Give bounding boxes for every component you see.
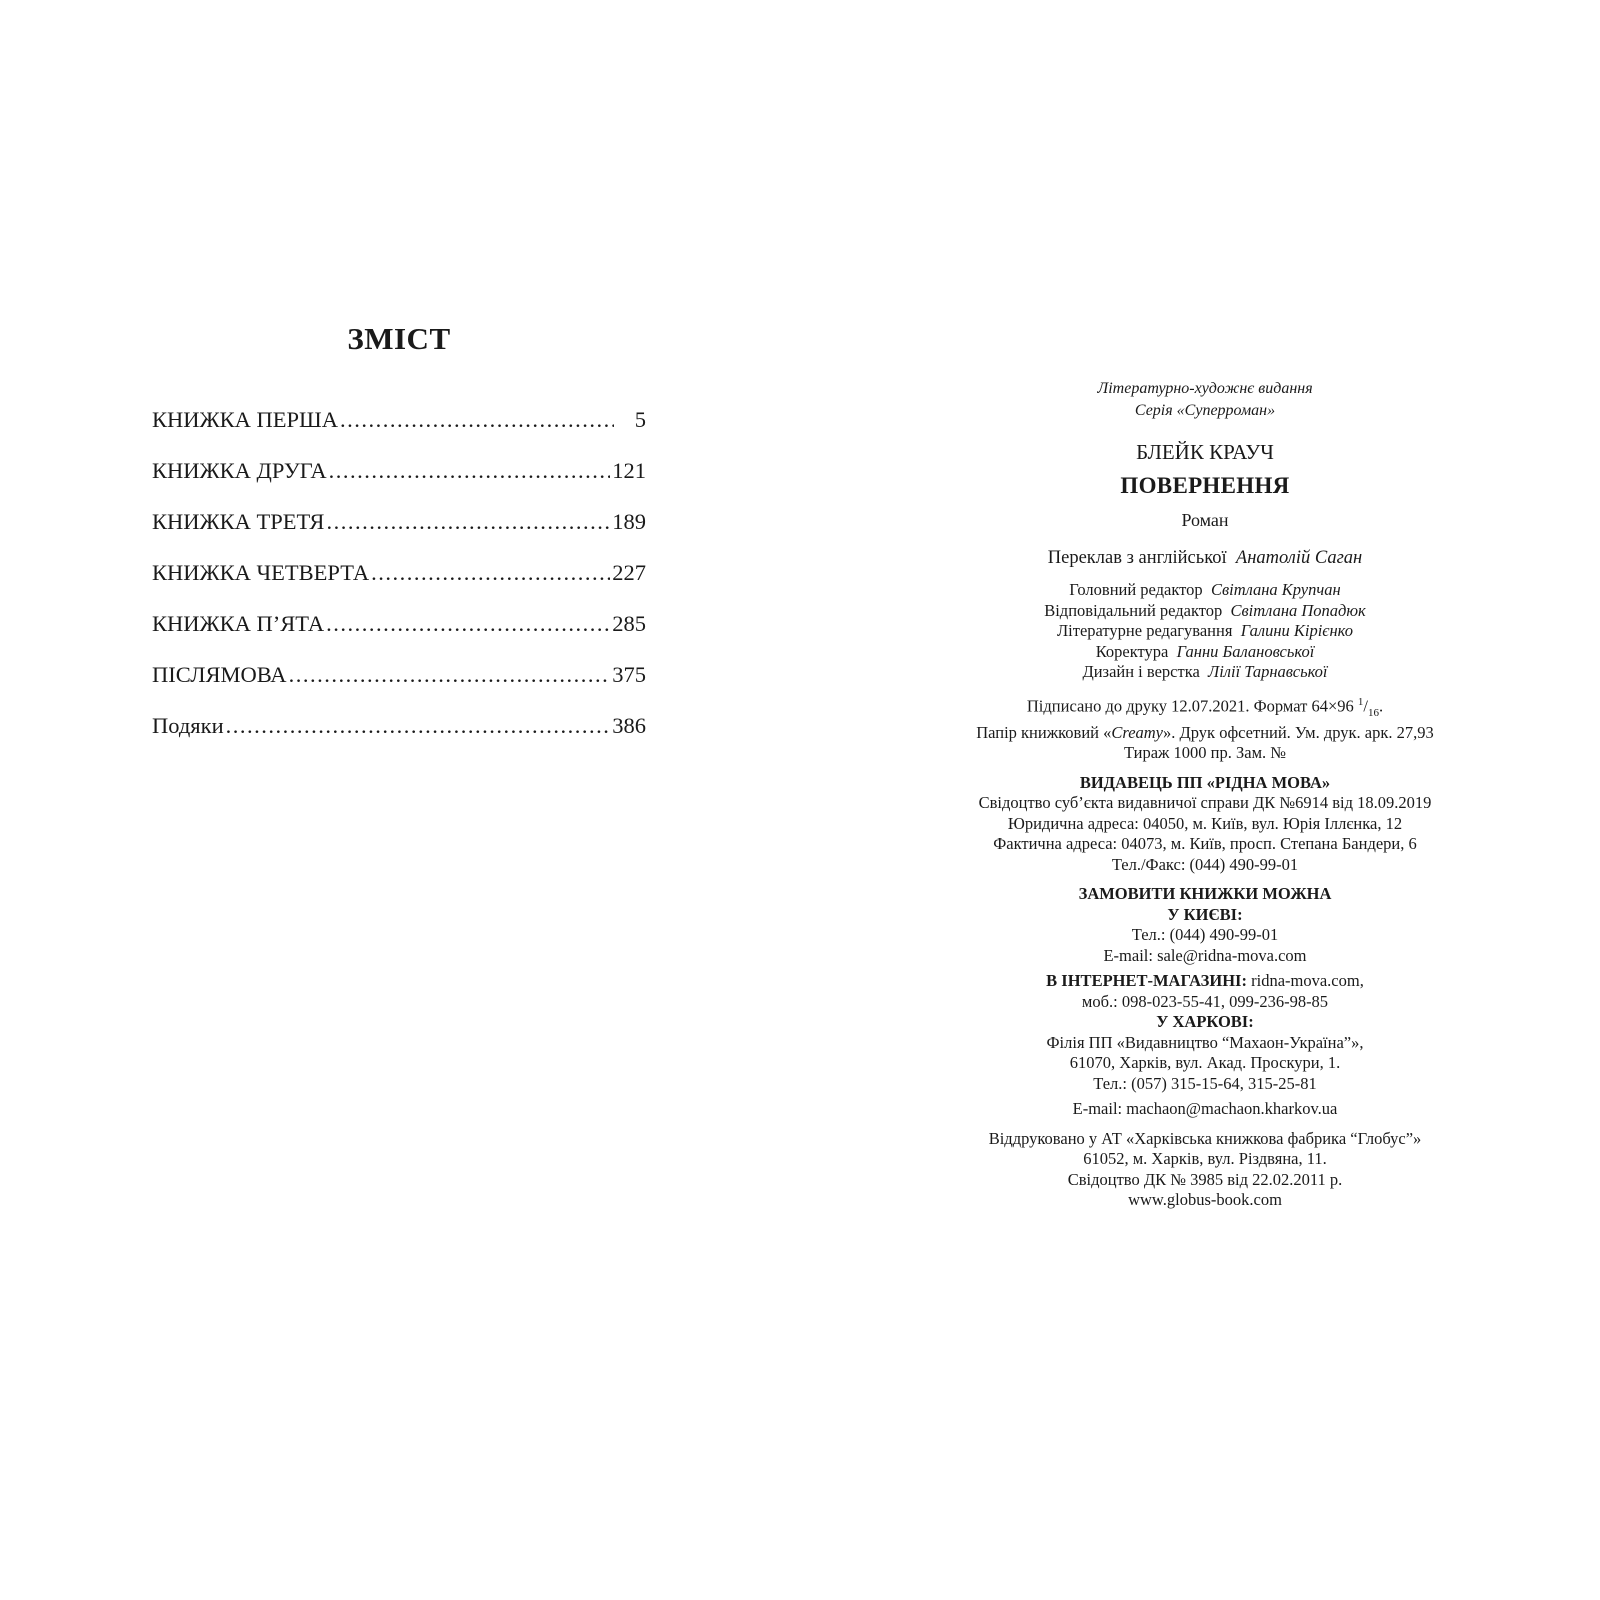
- spacer: [905, 764, 1505, 773]
- translator-name: Анатолій Саган: [1235, 548, 1363, 568]
- publisher-heading: ВИДАВЕЦЬ ПП «РІДНА МОВА»: [1079, 772, 1331, 792]
- toc-item-page: 386: [612, 713, 646, 739]
- imprint-page: [905, 378, 1505, 1211]
- toc-leader-dots: [329, 456, 611, 486]
- toc-item-label: КНИЖКА П’ЯТА: [152, 611, 325, 637]
- toc-item-label: КНИЖКА ЧЕТВЕРТА: [152, 560, 370, 586]
- online-shop-phones: моб.: 098-023-55-41, 099-236-98-85: [1081, 991, 1329, 1011]
- translator-role: Переклав з англійської: [1047, 548, 1227, 568]
- paper-suffix: ». Друк офсетний. Ум. друк. арк. 27,93: [1163, 722, 1434, 742]
- toc-leader-dots: [226, 711, 611, 741]
- author-name: БЛЕЙК КРАУЧ: [1136, 440, 1274, 464]
- credit-role: Головний редактор: [1069, 580, 1203, 599]
- paper-line: [905, 723, 1505, 744]
- toc-list: [152, 405, 646, 762]
- translator-credit: [905, 546, 1505, 570]
- order-kyiv-heading: У КИЄВІ:: [1167, 904, 1243, 924]
- spacer: [905, 1120, 1505, 1129]
- printer-info: [905, 1129, 1505, 1211]
- publisher-line: Тел./Факс: (044) 490-99-01: [1111, 854, 1299, 874]
- printer-website[interactable]: www.globus-book.com: [1128, 1190, 1282, 1210]
- online-shop-label: В ІНТЕРНЕТ-МАГАЗИНІ:: [1046, 971, 1247, 991]
- online-shop-line: [905, 971, 1505, 992]
- toc-item-page: 189: [612, 509, 646, 535]
- toc-leader-dots: [326, 609, 610, 639]
- credit-role: Коректура: [1095, 641, 1169, 661]
- print-signed-line: Підписано до друку 12.07.2021. Формат 64×96 $^1/_{16}$.: [1026, 695, 1384, 719]
- credit-role: Літературне редагування: [1056, 621, 1233, 640]
- publisher-info: [905, 773, 1505, 876]
- toc-item-label: КНИЖКА ДРУГА: [152, 458, 327, 484]
- toc-leader-dots: [371, 558, 610, 588]
- toc-item-page: 5: [634, 407, 646, 433]
- credit-role: Дизайн і верстка: [1082, 662, 1200, 681]
- toc-leader-dots: [340, 405, 614, 435]
- kharkiv-heading: У ХАРКОВІ:: [1156, 1012, 1254, 1032]
- toc-item-label: КНИЖКА ТРЕТЯ: [152, 509, 325, 535]
- print-details: [905, 692, 1505, 764]
- kharkiv-line: Тел.: (057) 315-15-64, 315-25-81: [1093, 1073, 1317, 1093]
- printer-line: 61052, м. Харків, вул. Різдвяна, 11.: [1083, 1149, 1327, 1169]
- printer-line: Віддруковано у АТ «Харківська книжкова фабрика “Глобус”»: [988, 1128, 1422, 1148]
- order-kyiv-email[interactable]: E-mail: sale@ridna-mova.com: [1103, 945, 1307, 965]
- toc-item-label: Подяки: [152, 713, 224, 739]
- toc-item[interactable]: [152, 507, 646, 558]
- toc-item-page: 285: [612, 611, 646, 637]
- toc-item[interactable]: [152, 405, 646, 456]
- credit-name: Галини Кірієнко: [1240, 621, 1354, 640]
- credit-name: Ганни Балановської: [1176, 641, 1315, 661]
- toc-item[interactable]: [152, 558, 646, 609]
- credit-name: Лілії Тарнавської: [1208, 662, 1328, 681]
- toc-item-page: 375: [612, 662, 646, 688]
- kharkiv-line: Філія ПП «Видавництво “Махаон-Україна”»,: [1046, 1032, 1364, 1052]
- paper-prefix: Папір книжковий «: [976, 722, 1112, 742]
- order-info: [905, 884, 1505, 1120]
- toc-item-label: КНИЖКА ПЕРША: [152, 407, 338, 433]
- order-heading: ЗАМОВИТИ КНИЖКИ МОЖНА: [1078, 884, 1332, 904]
- toc-item-label: ПІСЛЯМОВА: [152, 662, 287, 688]
- paper-name: Creamy: [1111, 722, 1164, 742]
- format-numerator: 1: [1357, 695, 1364, 708]
- format-denominator: 16: [1367, 706, 1379, 719]
- toc-leader-dots: [289, 660, 611, 690]
- book-title: ПОВЕРНЕННЯ: [1120, 473, 1290, 498]
- credit-line: [905, 621, 1505, 642]
- toc-leader-dots: [326, 507, 610, 537]
- credit-line: [905, 642, 1505, 663]
- credit-name: Світлана Крупчан: [1210, 580, 1341, 599]
- publisher-line: Свідоцтво суб’єкта видавничої справи ДК №6914 від 18.09.2019: [978, 793, 1432, 813]
- toc-item[interactable]: [152, 609, 646, 660]
- table-of-contents: [152, 320, 646, 762]
- order-kyiv-phone: Тел.: (044) 490-99-01: [1131, 925, 1279, 945]
- credit-name: Світлана Попадюк: [1230, 600, 1366, 620]
- credit-line: [905, 601, 1505, 622]
- kharkiv-line: 61070, Харків, вул. Акад. Проскури, 1.: [1069, 1053, 1341, 1073]
- spacer: [905, 875, 1505, 884]
- toc-item[interactable]: [152, 456, 646, 507]
- printer-line: Свідоцтво ДК № 3985 від 22.02.2011 р.: [1067, 1169, 1343, 1189]
- series-name: Серія «Суперроман»: [1134, 402, 1276, 419]
- toc-item[interactable]: [152, 711, 646, 762]
- credit-line: [905, 662, 1505, 683]
- toc-title: ЗМІСТ: [347, 321, 451, 356]
- spacer: [905, 683, 1505, 692]
- toc-item[interactable]: [152, 660, 646, 711]
- format-end: .: [1378, 696, 1384, 715]
- kharkiv-email[interactable]: E-mail: machaon@machaon.kharkov.ua: [1072, 1099, 1338, 1119]
- publisher-line: Юридична адреса: 04050, м. Київ, вул. Юрія Іллєнка, 12: [1007, 813, 1403, 833]
- print-run: Тираж 1000 пр. Зам. №: [1123, 743, 1287, 763]
- toc-item-page: 227: [612, 560, 646, 586]
- genre: Роман: [1181, 510, 1229, 530]
- credit-line: [905, 580, 1505, 601]
- print-signed: Підписано до друку 12.07.2021. Формат 64×96: [1026, 696, 1354, 715]
- editorial-credits: [905, 580, 1505, 683]
- online-shop-site[interactable]: ridna-mova.com,: [1246, 971, 1364, 991]
- toc-item-page: 121: [612, 458, 646, 484]
- publisher-line: Фактична адреса: 04073, м. Київ, просп. Степана Бандери, 6: [993, 834, 1417, 854]
- edition-kind: Літературно-художнє видання: [1097, 380, 1313, 397]
- credit-role: Відповідальний редактор: [1044, 600, 1223, 620]
